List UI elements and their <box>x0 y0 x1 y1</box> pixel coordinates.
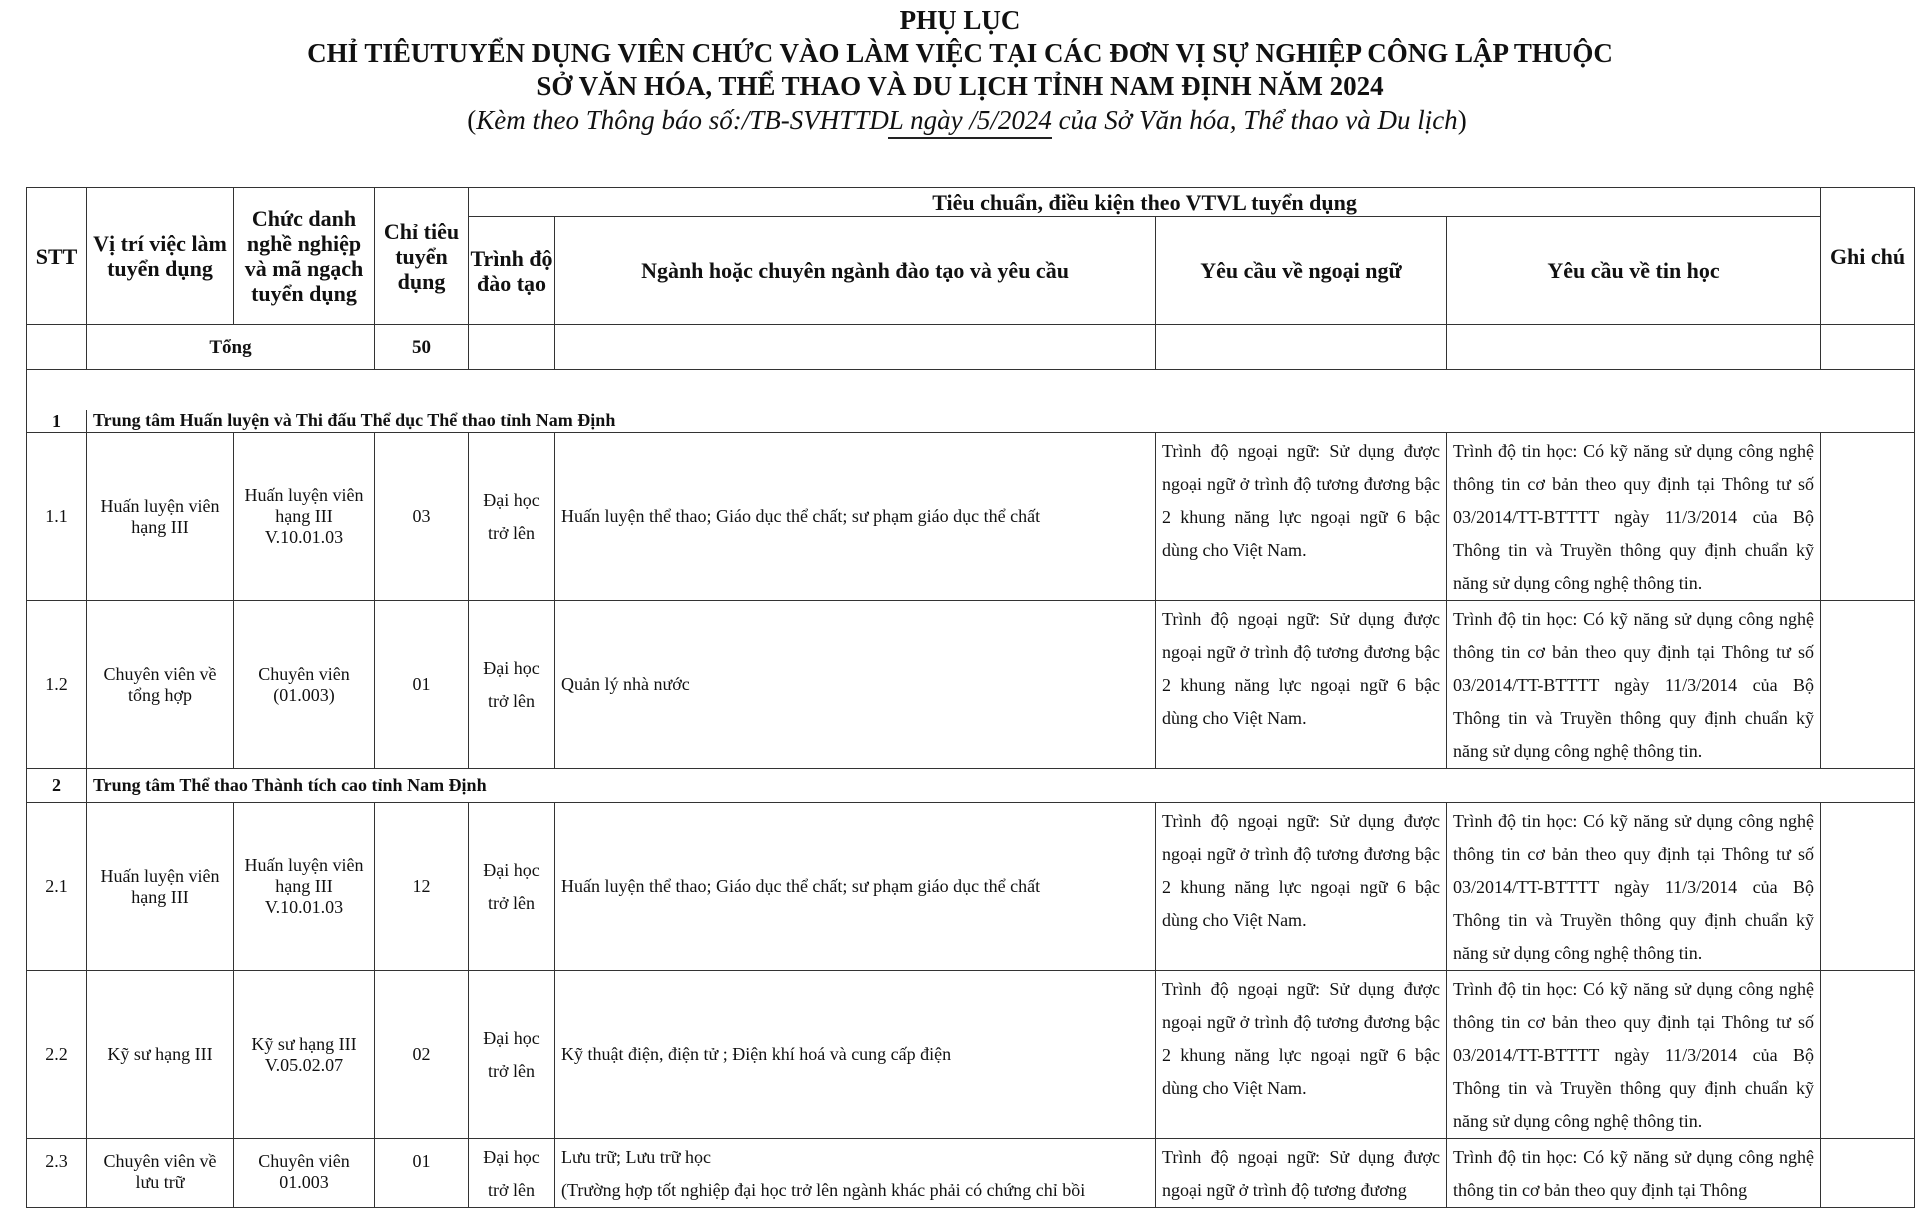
row-title-line: Huấn luyện viên <box>244 855 364 875</box>
row-it: Trình độ tin học: Có kỹ năng sử dụng công nghệ thông tin cơ bản theo quy định tại Thông tư số 03/2014/TT-BTTTT ngày 11/3/2014 của Bộ Thông tin và Truyền thông quy định chuẩn kỹ năng sử dụng công nghệ thông tin. <box>1447 601 1821 769</box>
row-position-line: lưu trữ <box>135 1172 185 1192</box>
row-position-line: hạng III <box>131 516 189 537</box>
doc-subtitle <box>14 103 1920 137</box>
row-major: Quản lý nhà nước <box>555 601 1156 769</box>
table-row <box>27 433 1915 601</box>
row-title-line: V.05.02.07 <box>264 1054 344 1075</box>
row-quota: 03 <box>375 433 469 601</box>
row-title-line: Chuyên viên <box>258 1151 350 1171</box>
doc-title-line3: SỞ VĂN HÓA, THỂ THAO VÀ DU LỊCH TỈNH NAM ĐỊNH NĂM 2024 <box>536 71 1384 101</box>
row-note <box>1821 971 1915 1139</box>
header-major: Ngành hoặc chuyên ngành đào tạo và yêu cầu <box>555 217 1156 325</box>
row-it: Trình độ tin học: Có kỹ năng sử dụng công nghệ thông tin cơ bản theo quy định tại Thông tư số 03/2014/TT-BTTTT ngày 11/3/2014 của Bộ Thông tin và Truyền thông quy định chuẩn kỹ năng sử dụng công nghệ thông tin. <box>1447 971 1821 1139</box>
header-it: Yêu cầu về tin học <box>1447 217 1821 325</box>
row-title-code <box>234 971 375 1139</box>
row-quota: 01 <box>375 601 469 769</box>
row-foreign-lang: Trình độ ngoại ngữ: Sử dụng được ngoại ngữ ở trình độ tương đương bậc 2 khung năng lực ngoại ngữ 6 bậc dùng cho Việt Nam. <box>1156 433 1447 601</box>
empty-cell <box>1156 325 1447 370</box>
row-level-line: Đại học <box>483 489 540 510</box>
row-position-line: Chuyên viên về <box>103 663 217 684</box>
row-title-code <box>234 1139 375 1208</box>
header-level: Trình độ đào tạo <box>469 217 555 325</box>
row-major: Huấn luyện thể thao; Giáo dục thể chất; sư phạm giáo dục thể chất <box>555 433 1156 601</box>
empty-cell <box>1447 325 1821 370</box>
row-major-line: (Trường hợp tốt nghiệp đại học trở lên ngành khác phải có chứng chỉ bồi <box>561 1180 1086 1200</box>
header-quota: Chỉ tiêu tuyển dụng <box>375 188 469 325</box>
subtitle-open-paren: ( <box>467 105 477 135</box>
total-stt-cell <box>27 325 87 370</box>
row-position-line: tổng hợp <box>127 684 193 705</box>
row-title-line: Chuyên viên <box>258 663 350 684</box>
row-major: Huấn luyện thể thao; Giáo dục thể chất; sư phạm giáo dục thể chất <box>555 803 1156 971</box>
header-title-code: Chức danh nghề nghiệp và mã ngạch tuyển dụng <box>234 188 375 325</box>
row-level <box>469 601 555 769</box>
row-title-code <box>234 433 375 601</box>
row-position <box>87 971 234 1139</box>
table-row <box>27 1139 1915 1208</box>
row-position-line: Kỹ sư hạng III <box>107 1044 213 1064</box>
document-header <box>0 4 1920 137</box>
row-foreign-lang: Trình độ ngoại ngữ: Sử dụng được ngoại ngữ ở trình độ tương đương bậc 2 khung năng lực ngoại ngữ 6 bậc dùng cho Việt Nam. <box>1156 803 1447 971</box>
row-position <box>87 1139 234 1208</box>
row-position-line: hạng III <box>131 886 189 907</box>
row-foreign-lang: Trình độ ngoại ngữ: Sử dụng được ngoại ngữ ở trình độ tương đương bậc 2 khung năng lực ngoại ngữ 6 bậc dùng cho Việt Nam. <box>1156 971 1447 1139</box>
row-level-line: trở lên <box>487 1060 535 1081</box>
row-level <box>469 1139 555 1208</box>
row-quota: 02 <box>375 971 469 1139</box>
row-position <box>87 803 234 971</box>
row-position-line: Chuyên viên về <box>103 1151 217 1171</box>
row-level-line: trở lên <box>487 690 535 711</box>
row-it: Trình độ tin học: Có kỹ năng sử dụng công nghệ thông tin cơ bản theo quy định tại Thông <box>1447 1139 1821 1208</box>
unit-name: Trung tâm Thể thao Thành tích cao tỉnh Nam Định <box>87 769 1915 803</box>
row-it: Trình độ tin học: Có kỹ năng sử dụng công nghệ thông tin cơ bản theo quy định tại Thông tư số 03/2014/TT-BTTTT ngày 11/3/2014 của Bộ Thông tin và Truyền thông quy định chuẩn kỹ năng sử dụng công nghệ thông tin. <box>1447 803 1821 971</box>
row-level-line: Đại học <box>483 1027 540 1048</box>
row-note <box>1821 1139 1915 1208</box>
row-level <box>469 971 555 1139</box>
table-row <box>27 971 1915 1139</box>
row-major <box>555 1139 1156 1208</box>
total-label: Tổng <box>87 325 375 370</box>
recruitment-quota-table <box>26 187 1915 1208</box>
row-title-line: Kỹ sư hạng III <box>251 1033 357 1054</box>
spacer-cell <box>27 370 1915 411</box>
row-title-code <box>234 803 375 971</box>
row-title-line: hạng III <box>275 506 333 526</box>
row-level-line: trở lên <box>487 892 535 913</box>
row-it: Trình độ tin học: Có kỹ năng sử dụng công nghệ thông tin cơ bản theo quy định tại Thông tư số 03/2014/TT-BTTTT ngày 11/3/2014 của Bộ Thông tin và Truyền thông quy định chuẩn kỹ năng sử dụng công nghệ thông tin. <box>1447 433 1821 601</box>
subtitle-text: Kèm theo Thông báo số:/TB-SVHTTDL ngày /5/2024 của Sở Văn hóa, Thể thao và Du lịch <box>476 105 1458 135</box>
unit-stt: 2 <box>27 769 87 803</box>
row-level-line: trở lên <box>487 1180 535 1200</box>
row-title-line: Huấn luyện viên <box>244 485 364 505</box>
row-title-line: V.10.01.03 <box>264 897 344 917</box>
header-underline <box>888 137 1052 139</box>
header-criteria-group: Tiêu chuẩn, điều kiện theo VTVL tuyển dụng <box>469 188 1821 217</box>
doc-title-appendix: PHỤ LỤC <box>899 5 1021 35</box>
row-stt: 2.1 <box>27 803 87 971</box>
row-note <box>1821 601 1915 769</box>
row-level <box>469 433 555 601</box>
row-title-line: 01.003 <box>279 1172 329 1192</box>
row-title-line: V.10.01.03 <box>264 527 344 547</box>
row-position-line: Huấn luyện viên <box>100 495 220 516</box>
header-note: Ghi chú <box>1821 188 1915 325</box>
empty-cell <box>555 325 1156 370</box>
row-note <box>1821 803 1915 971</box>
row-stt: 2.3 <box>27 1139 87 1208</box>
row-position-line: Huấn luyện viên <box>100 865 220 886</box>
row-major: Kỹ thuật điện, điện tử ; Điện khí hoá và cung cấp điện <box>555 971 1156 1139</box>
row-quota: 12 <box>375 803 469 971</box>
row-level <box>469 803 555 971</box>
row-foreign-lang: Trình độ ngoại ngữ: Sử dụng được ngoại ngữ ở trình độ tương đương <box>1156 1139 1447 1208</box>
row-foreign-lang: Trình độ ngoại ngữ: Sử dụng được ngoại ngữ ở trình độ tương đương bậc 2 khung năng lực ngoại ngữ 6 bậc dùng cho Việt Nam. <box>1156 601 1447 769</box>
row-stt: 1.1 <box>27 433 87 601</box>
row-level-line: trở lên <box>487 522 535 543</box>
row-title-line: hạng III <box>275 876 333 896</box>
row-stt: 1.2 <box>27 601 87 769</box>
subtitle-close-paren: ) <box>1457 105 1467 135</box>
header-stt: STT <box>27 188 87 325</box>
row-level-line: Đại học <box>483 1147 540 1167</box>
table-row <box>27 803 1915 971</box>
unit-stt: 1 <box>27 410 87 433</box>
header-foreign-lang: Yêu cầu về ngoại ngữ <box>1156 217 1447 325</box>
table-row <box>27 601 1915 769</box>
total-row <box>27 325 1915 370</box>
row-position <box>87 601 234 769</box>
row-level-line: Đại học <box>483 859 540 880</box>
row-quota: 01 <box>375 1139 469 1208</box>
doc-title-line2: CHỈ TIÊUTUYỂN DỤNG VIÊN CHỨC VÀO LÀM VIỆC TẠI CÁC ĐƠN VỊ SỰ NGHIỆP CÔNG LẬP THUỘC <box>307 38 1613 68</box>
total-value: 50 <box>375 325 469 370</box>
row-note <box>1821 433 1915 601</box>
row-stt: 2.2 <box>27 971 87 1139</box>
row-title-code <box>234 601 375 769</box>
row-title-line: (01.003) <box>273 684 335 705</box>
empty-cell <box>1821 325 1915 370</box>
unit-row <box>27 769 1915 803</box>
header-position: Vị trí việc làm tuyển dụng <box>87 188 234 325</box>
unit-1-spacer-row <box>27 370 1915 411</box>
unit-row <box>27 410 1915 433</box>
empty-cell <box>469 325 555 370</box>
table-header-row-1 <box>27 188 1915 217</box>
row-position <box>87 433 234 601</box>
row-level-line: Đại học <box>483 657 540 678</box>
row-major-line: Lưu trữ; Lưu trữ học <box>561 1147 711 1167</box>
unit-name: Trung tâm Huấn luyện và Thi đấu Thể dục Thể thao tỉnh Nam Định <box>87 410 1915 433</box>
